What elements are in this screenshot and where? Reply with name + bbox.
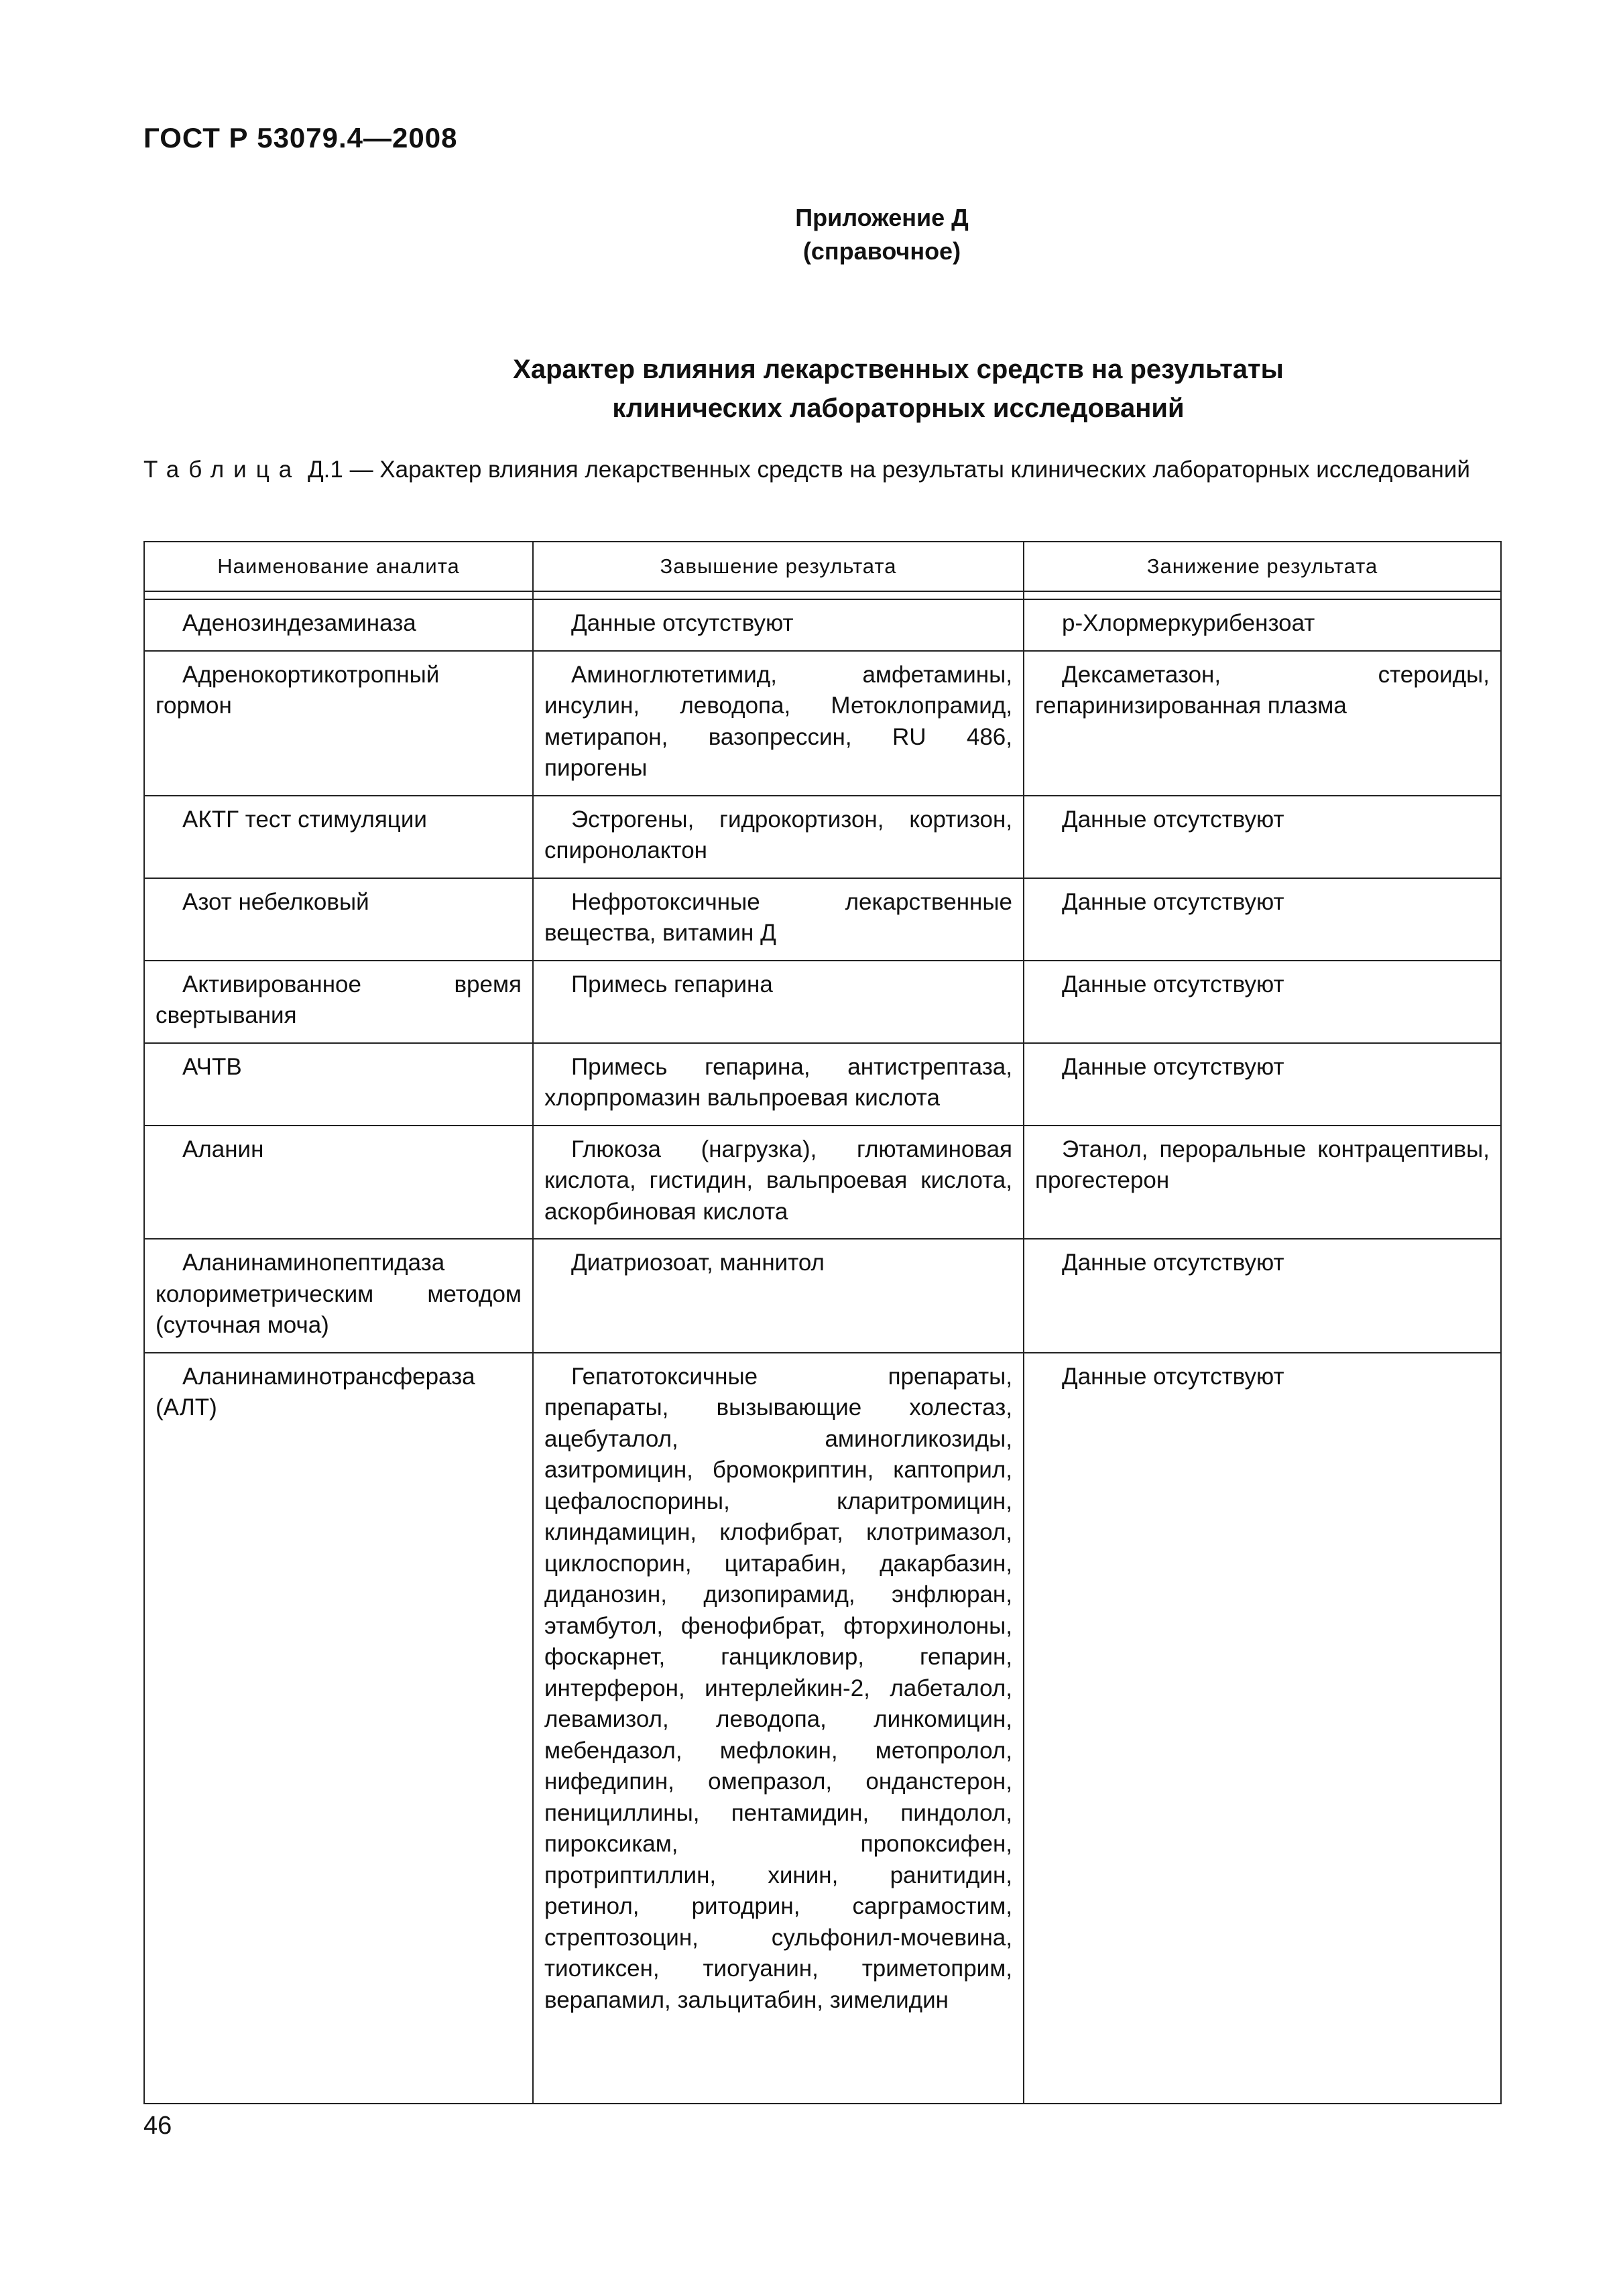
table-header-row: [144, 542, 1501, 591]
table-caption-text: Д.1 — Характер влияния лекарственных средств на результаты клинических лабораторных исследований: [307, 457, 1470, 483]
increase-cell: Глюкоза (нагрузка), глютаминовая кислота, гистидин, вальпроевая кислота, аскорбиновая кислота: [544, 1136, 1012, 1225]
decrease-cell: Данные отсутствуют: [1062, 1363, 1284, 1390]
header-analyte: Наименование аналита: [144, 542, 533, 591]
header-separator: [144, 591, 1501, 599]
header-increase: Завышение результата: [533, 542, 1024, 591]
analyte-cell: АЧТВ: [182, 1053, 242, 1080]
header-decrease: Занижение результата: [1024, 542, 1501, 591]
decrease-cell: p-Хлормеркурибензоат: [1062, 610, 1315, 636]
table-row: [144, 1239, 1501, 1353]
decrease-cell: Данные отсутствуют: [1062, 971, 1284, 998]
decrease-cell: Данные отсутствуют: [1062, 1250, 1284, 1276]
page-number: 46: [143, 2112, 172, 2140]
table-row: [144, 1043, 1501, 1126]
analyte-cell: Адренокортикотропный гормон: [156, 661, 440, 719]
analyte-cell: Аланинаминотрансфераза (АЛТ): [156, 1363, 475, 1421]
increase-cell: Аминоглютетимид, амфетамины, инсулин, леводопа, Метоклопрамид, метирапон, вазопрессин, RU 486, пирогены: [544, 661, 1012, 781]
annex-title: Приложение Д: [795, 204, 969, 231]
table-row: [144, 1126, 1501, 1240]
analyte-cell: АКТГ тест стимуляции: [182, 806, 427, 833]
section-title: [335, 350, 1461, 428]
analyte-cell: Аланин: [182, 1136, 264, 1162]
decrease-cell: Этанол, пероральные контрацептивы, прогестерон: [1035, 1136, 1490, 1193]
analyte-cell: Азот небелковый: [182, 888, 369, 915]
increase-cell: Примесь гепарина: [571, 971, 773, 998]
table-row: [144, 599, 1501, 651]
analyte-cell: Активированное время свертывания: [156, 971, 522, 1028]
decrease-cell: Данные отсутствуют: [1062, 806, 1284, 833]
increase-cell: Диатриозоат, маннитол: [571, 1250, 825, 1276]
increase-cell: Данные отсутствуют: [571, 610, 794, 636]
annex-heading: [0, 201, 1623, 268]
table-row: [144, 878, 1501, 961]
analyte-cell: Аденозиндезаминаза: [182, 610, 416, 636]
decrease-cell: Дексаметазон, стероиды, гепаринизированная плазма: [1035, 661, 1490, 719]
analyte-cell: Аланинаминопептидаза колориметрическим методом (суточная моча): [156, 1250, 522, 1338]
drug-influence-table: [143, 541, 1502, 2104]
table-caption: [143, 455, 1500, 485]
increase-cell: Примесь гепарина, антистрептаза, хлорпромазин вальпроевая кислота: [544, 1053, 1012, 1111]
table-row: [144, 1353, 1501, 2104]
section-title-line-2: клинических лабораторных исследований: [612, 394, 1185, 423]
decrease-cell: Данные отсутствуют: [1062, 1053, 1284, 1080]
increase-cell: Эстрогены, гидрокортизон, кортизон, спиронолактон: [544, 806, 1012, 863]
decrease-cell: Данные отсутствуют: [1062, 888, 1284, 915]
annex-kind: (справочное): [802, 237, 961, 265]
increase-cell: Нефротоксичные лекарственные вещества, витамин Д: [544, 888, 1012, 946]
table-row: [144, 651, 1501, 796]
table-row: [144, 961, 1501, 1043]
table-caption-label: Таблица: [143, 457, 302, 483]
table-row: [144, 796, 1501, 878]
increase-cell: Гепатотоксичные препараты, препараты, вызывающие холестаз, ацебуталол, аминогликозиды, азитромицин, бромокриптин, каптоприл, цефалоспорины, кларитромицин, клиндамицин, клофибрат, клотримазол, циклоспорин, цитарабин, дакарбазин, диданозин, дизопирамид, энфлюран, этамбутол, фенофибрат, фторхинолоны, фоскарнет, ганцикловир, гепарин, интерферон, интерлейкин-2, лабеталол, левамизол, леводопа, линкомицин, мебендазол, мефлокин, метопролол, нифедипин, омепразол, онданстерон, пенициллины, пентамидин, пиндолол, пироксикам, пропоксифен, протриптиллин, хинин, ранитидин, ретинол, ритодрин, сарграмостим, стрептозоцин, сульфонил-мочевина, тиотиксен, тиогуанин, триметоприм, верапамил, зальцитабин, зимелидин: [544, 1363, 1012, 2013]
section-title-line-1: Характер влияния лекарственных средств на результаты: [513, 355, 1284, 384]
document-id: ГОСТ Р 53079.4—2008: [143, 122, 458, 154]
